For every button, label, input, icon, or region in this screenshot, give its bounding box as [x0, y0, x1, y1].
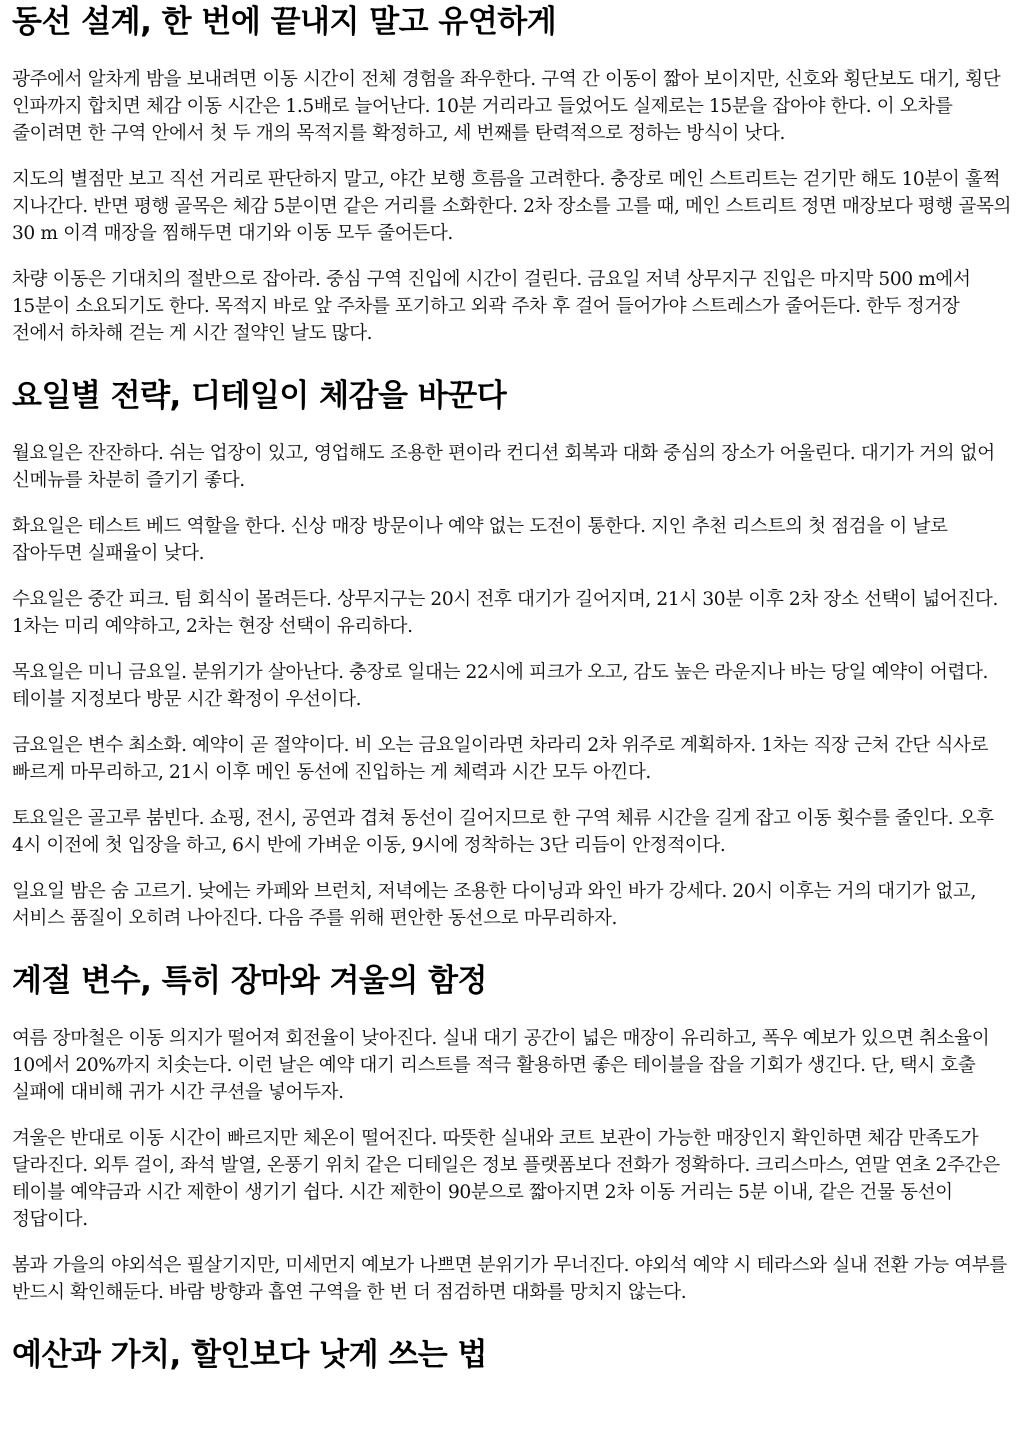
paragraph: 겨울은 반대로 이동 시간이 빠르지만 체온이 떨어진다. 따뜻한 실내와 코트 보관이 가능한 매장인지 확인하면 체감 만족도가 달라진다. 외투 걸이, 좌석 발열, 온풍기 위치 같은 디테일은 정보 플랫폼보다 전화가 정확하다. 크리스마스, 연말 연초 2주간은 테이블 예약금과 시간 제한이 생기기 쉽다. 시간 제한이 90분으로 짧아지면 2차 이동 거리는 5분 이내, 같은 건물 동선이 정답이다.	[12, 1128, 1000, 1230]
paragraph: 일요일 밤은 숨 고르기. 낮에는 카페와 브런치, 저녁에는 조용한 다이닝과 와인 바가 강세다. 20시 이후는 거의 대기가 없고, 서비스 품질이 오히려 나아진다. 다음 주를 위해 편안한 동선으로 마무리하자.	[12, 881, 976, 929]
section-heading: 계절 변수, 특히 장마와 겨울의 함정	[12, 963, 487, 999]
paragraph: 여름 장마철은 이동 의지가 떨어져 회전율이 낮아진다. 실내 대기 공간이 넓은 매장이 유리하고, 폭우 예보가 있으면 취소율이 10에서 20%까지 치솟는다. 이런 날은 예약 대기 리스트를 적극 활용하면 좋은 테이블을 잡을 기회가 생긴다. 단, 택시 호출 실패에 대비해 귀가 시간 쿠션을 넣어두자.	[12, 1028, 990, 1103]
section-weekday-strategy	[12, 376, 1012, 932]
section-heading: 예산과 가치, 할인보다 낫게 쓰는 법	[12, 1337, 487, 1373]
paragraph: 금요일은 변수 최소화. 예약이 곧 절약이다. 비 오는 금요일이라면 차라리 2차 위주로 계획하자. 1차는 직장 근처 간단 식사로 빠르게 마무리하고, 21시 이후 메인 동선에 진입하는 게 체력과 시간 모두 아낀다.	[12, 735, 989, 783]
paragraph: 수요일은 중간 피크. 팀 회식이 몰려든다. 상무지구는 20시 전후 대기가 길어지며, 21시 30분 이후 2차 장소 선택이 넓어진다. 1차는 미리 예약하고, 2차는 현장 선택이 유리하다.	[12, 589, 999, 637]
section-heading: 요일별 전략, 디테일이 체감을 바꾼다	[12, 378, 507, 414]
paragraph: 화요일은 테스트 베드 역할을 한다. 신상 매장 방문이나 예약 없는 도전이 통한다. 지인 추천 리스트의 첫 점검을 이 날로 잡아두면 실패율이 낮다.	[12, 516, 948, 564]
paragraph: 봄과 가을의 야외석은 필살기지만, 미세먼지 예보가 나쁘면 분위기가 무너진다. 야외석 예약 시 테라스와 실내 전환 가능 여부를 반드시 확인해둔다. 바람 방향과 흡연 구역을 한 번 더 점검하면 대화를 망치지 않는다.	[12, 1255, 1007, 1303]
section-route-design	[12, 0, 1012, 347]
section-budget-value	[12, 1335, 1012, 1375]
paragraph: 광주에서 알차게 밤을 보내려면 이동 시간이 전체 경험을 좌우한다. 구역 간 이동이 짧아 보이지만, 신호와 횡단보도 대기, 횡단 인파까지 합치면 체감 이동 시간은 1.5배로 늘어난다. 10분 거리라고 들었어도 실제로는 15분을 잡아야 한다. 이 오차를 줄이려면 한 구역 안에서 첫 두 개의 목적지를 확정하고, 세 번째를 탄력적으로 정하는 방식이 낫다.	[12, 69, 1001, 144]
paragraph: 지도의 별점만 보고 직선 거리로 판단하지 말고, 야간 보행 흐름을 고려한다. 충장로 메인 스트리트는 걷기만 해도 10분이 훌쩍 지나간다. 반면 평행 골목은 체감 5분이면 같은 거리를 소화한다. 2차 장소를 고를 때, 메인 스트리트 정면 매장보다 평행 골목의 30 m 이격 매장을 찜해두면 대기와 이동 모두 줄어든다.	[12, 169, 1012, 244]
paragraph: 토요일은 골고루 붐빈다. 쇼핑, 전시, 공연과 겹쳐 동선이 길어지므로 한 구역 체류 시간을 길게 잡고 이동 횟수를 줄인다. 오후 4시 이전에 첫 입장을 하고, 6시 반에 가벼운 이동, 9시에 정착하는 3단 리듬이 안정적이다.	[12, 808, 994, 856]
paragraph: 차량 이동은 기대치의 절반으로 잡아라. 중심 구역 진입에 시간이 걸린다. 금요일 저녁 상무지구 진입은 마지막 500 m에서 15분이 소요되기도 한다. 목적지 바로 앞 주차를 포기하고 외곽 주차 후 걸어 들어가야 스트레스가 줄어든다. 한두 정거장 전에서 하차해 걷는 게 시간 절약인 날도 많다.	[12, 269, 971, 344]
paragraph: 월요일은 잔잔하다. 쉬는 업장이 있고, 영업해도 조용한 편이라 컨디션 회복과 대화 중심의 장소가 어울린다. 대기가 거의 없어 신메뉴를 차분히 즐기기 좋다.	[12, 443, 995, 491]
paragraph: 목요일은 미니 금요일. 분위기가 살아난다. 충장로 일대는 22시에 피크가 오고, 감도 높은 라운지나 바는 당일 예약이 어렵다. 테이블 지정보다 방문 시간 확정이 우선이다.	[12, 662, 989, 710]
section-heading: 동선 설계, 한 번에 끝내지 말고 유연하게	[12, 4, 557, 40]
section-season-variables	[12, 961, 1012, 1306]
